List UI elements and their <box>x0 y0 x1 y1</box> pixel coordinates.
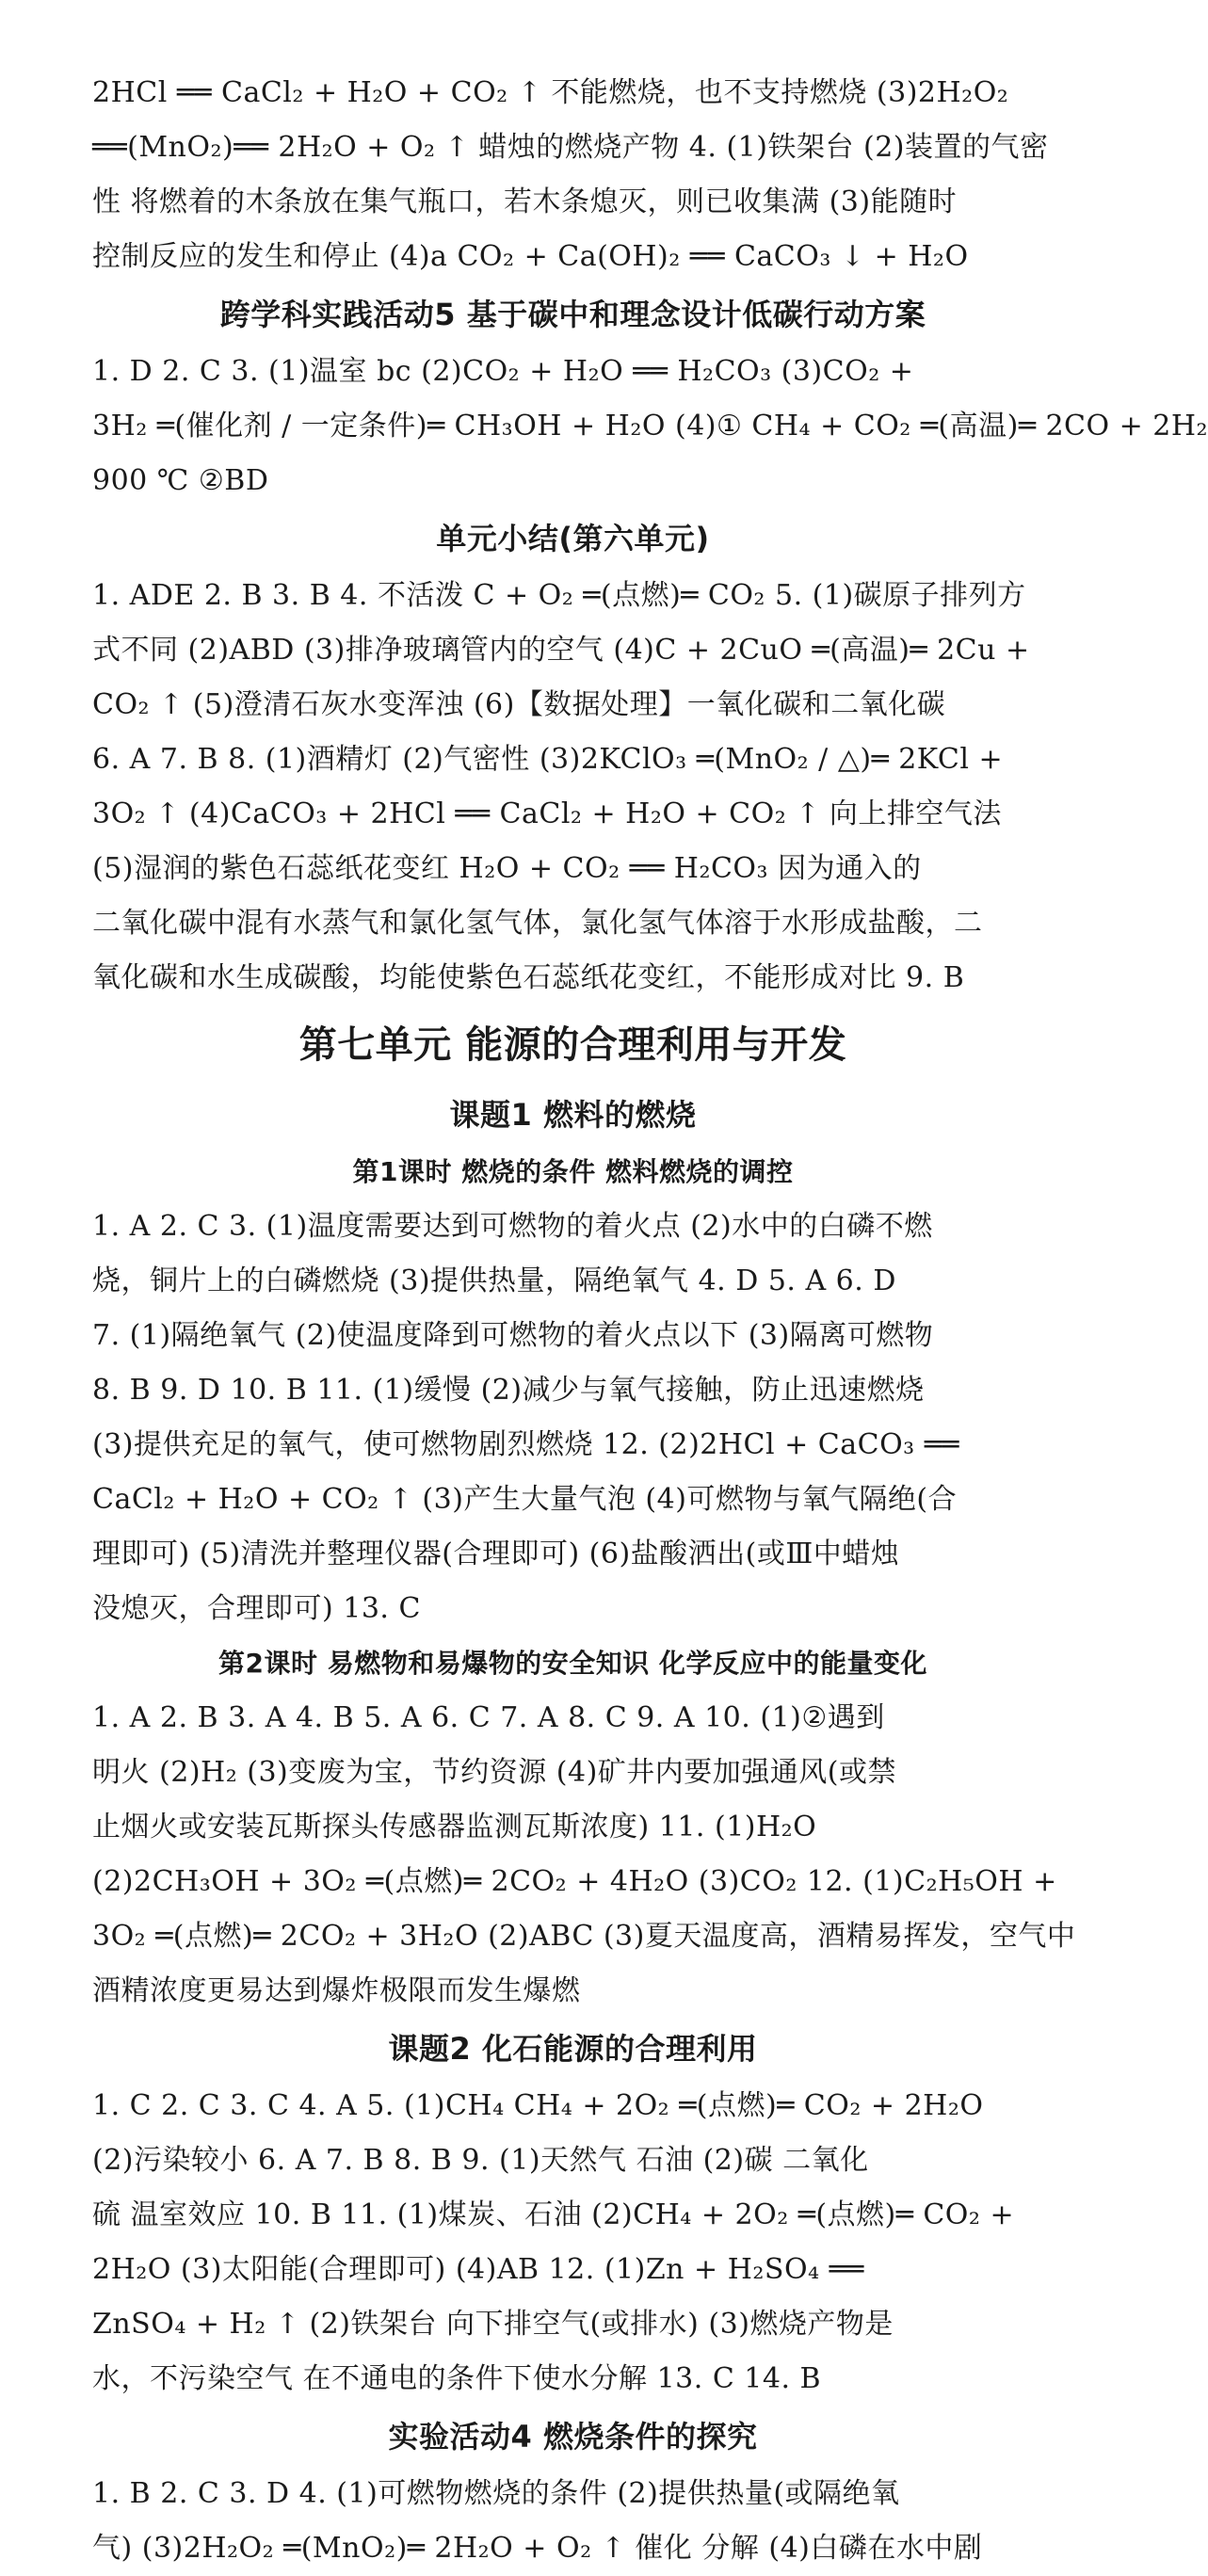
answer-line: 1. A 2. B 3. A 4. B 5. A 6. C 7. A 8. C 9. A 10. (1)②遇到 <box>92 1701 885 1734</box>
answer-line: 3H₂ ═(催化剂 / 一定条件)═ CH₃OH + H₂O (4)① CH₄ + CO₂ ═(高温)═ 2CO + 2H₂ <box>92 410 1208 443</box>
answer-line: 6. A 7. B 8. (1)酒精灯 (2)气密性 (3)2KClO₃ ═(MnO₂ / △)═ 2KCl + <box>92 743 1004 776</box>
answer-line: 酒精浓度更易达到爆炸极限而发生爆燃 <box>92 1974 581 2007</box>
answer-line: 式不同 (2)ABD (3)排净玻璃管内的空气 (4)C + 2CuO ═(高温)═ 2Cu + <box>92 634 1030 667</box>
answer-line: 二氧化碳中混有水蒸气和氯化氢气体，氯化氢气体溶于水形成盐酸，二 <box>92 907 983 940</box>
answer-line: 没熄灭，合理即可) 13. C <box>92 1592 421 1625</box>
section-heading: 课题2 化石能源的合理利用 <box>388 2031 758 2067</box>
answer-line: 氧化碳和水生成碳酸，均能使紫色石蕊纸花变红，不能形成对比 9. B <box>92 961 965 994</box>
answer-line: (2)污染较小 6. A 7. B 8. B 9. (1)天然气 石油 (2)碳 二氧化 <box>92 2144 869 2177</box>
answer-line: (5)湿润的紫色石蕊纸花变红 H₂O + CO₂ ══ H₂CO₃ 因为通入的 <box>92 852 922 885</box>
section-heading: 单元小结(第六单元) <box>436 521 710 556</box>
section-heading: 课题1 燃料的燃烧 <box>449 1097 697 1133</box>
answer-line: 明火 (2)H₂ (3)变废为宝，节约资源 (4)矿井内要加强通风(或禁 <box>92 1756 896 1789</box>
answer-line: 8. B 9. D 10. B 11. (1)缓慢 (2)减少与氧气接触，防止迅速燃烧 <box>92 1374 925 1407</box>
section-heading: 实验活动4 燃烧条件的探究 <box>388 2419 758 2455</box>
answer-line: 止烟火或安装瓦斯探头传感器监测瓦斯浓度) 11. (1)H₂O <box>92 1811 817 1843</box>
answer-line: 水，不污染空气 在不通电的条件下使水分解 13. C 14. B <box>92 2362 822 2395</box>
lesson-heading: 第2课时 易燃物和易爆物的安全知识 化学反应中的能量变化 <box>218 1648 927 1679</box>
answer-line: 1. ADE 2. B 3. B 4. 不活泼 C + O₂ ═(点燃)═ CO₂ 5. (1)碳原子排列方 <box>92 579 1026 612</box>
answer-line: CaCl₂ + H₂O + CO₂ ↑ (3)产生大量气泡 (4)可燃物与氧气隔绝(合 <box>92 1483 958 1516</box>
answer-line: CO₂ ↑ (5)澄清石灰水变浑浊 (6)【数据处理】一氧化碳和二氧化碳 <box>92 688 946 721</box>
unit-title: 第七单元 能源的合理利用与开发 <box>298 1023 847 1067</box>
lesson-heading: 第1课时 燃烧的条件 燃料燃烧的调控 <box>352 1156 794 1187</box>
section-heading: 跨学科实践活动5 基于碳中和理念设计低碳行动方案 <box>219 297 926 332</box>
answer-line: 烧，铜片上的白磷燃烧 (3)提供热量，隔绝氧气 4. D 5. A 6. D <box>92 1264 896 1297</box>
answer-line: 1. C 2. C 3. C 4. A 5. (1)CH₄ CH₄ + 2O₂ ═(点燃)═ CO₂ + 2H₂O <box>92 2089 984 2122</box>
answer-line: 气) (3)2H₂O₂ ═(MnO₂)═ 2H₂O + O₂ ↑ 催化 分解 (4)白磷在水中剧 <box>92 2532 983 2565</box>
answer-line: 硫 温室效应 10. B 11. (1)煤炭、石油 (2)CH₄ + 2O₂ ═(点燃)═ CO₂ + <box>92 2198 1015 2231</box>
answer-line: ZnSO₄ + H₂ ↑ (2)铁架台 向下排空气(或排水) (3)燃烧产物是 <box>92 2308 894 2341</box>
answer-line: 2H₂O (3)太阳能(合理即可) (4)AB 12. (1)Zn + H₂SO₄ ══ <box>92 2253 864 2286</box>
answer-line: 1. B 2. C 3. D 4. (1)可燃物燃烧的条件 (2)提供热量(或隔绝氧 <box>92 2477 900 2510</box>
answer-line: ══(MnO₂)══ 2H₂O + O₂ ↑ 蜡烛的燃烧产物 4. (1)铁架台 (2)装置的气密 <box>92 131 1049 164</box>
answer-line: 1. D 2. C 3. (1)温室 bc (2)CO₂ + H₂O ══ H₂CO₃ (3)CO₂ + <box>92 355 914 388</box>
answer-line: 性 将燃着的木条放在集气瓶口，若木条熄灭，则已收集满 (3)能随时 <box>92 185 958 218</box>
answer-line: 3O₂ ↑ (4)CaCO₃ + 2HCl ══ CaCl₂ + H₂O + CO₂ ↑ 向上排空气法 <box>92 797 1002 830</box>
answer-line: 2HCl ══ CaCl₂ + H₂O + CO₂ ↑ 不能燃烧，也不支持燃烧 (3)2H₂O₂ <box>92 76 1009 109</box>
answer-line: (2)2CH₃OH + 3O₂ ═(点燃)═ 2CO₂ + 4H₂O (3)CO₂ 12. (1)C₂H₅OH + <box>92 1865 1057 1898</box>
answer-line: 900 ℃ ②BD <box>92 464 269 497</box>
answer-line: 1. A 2. C 3. (1)温度需要达到可燃物的着火点 (2)水中的白磷不燃 <box>92 1210 933 1243</box>
answer-line: 控制反应的发生和停止 (4)a CO₂ + Ca(OH)₂ ══ CaCO₃ ↓ + H₂O <box>92 240 969 273</box>
answer-line: 7. (1)隔绝氧气 (2)使温度降到可燃物的着火点以下 (3)隔离可燃物 <box>92 1319 934 1352</box>
answer-line: (3)提供充足的氧气，使可燃物剧烈燃烧 12. (2)2HCl + CaCO₃ ══ <box>92 1428 959 1461</box>
answer-line: 3O₂ ═(点燃)═ 2CO₂ + 3H₂O (2)ABC (3)夏天温度高，酒精易挥发，空气中 <box>92 1920 1076 1953</box>
answer-line: 理即可) (5)清洗并整理仪器(合理即可) (6)盐酸洒出(或Ⅲ中蜡烛 <box>92 1538 900 1570</box>
